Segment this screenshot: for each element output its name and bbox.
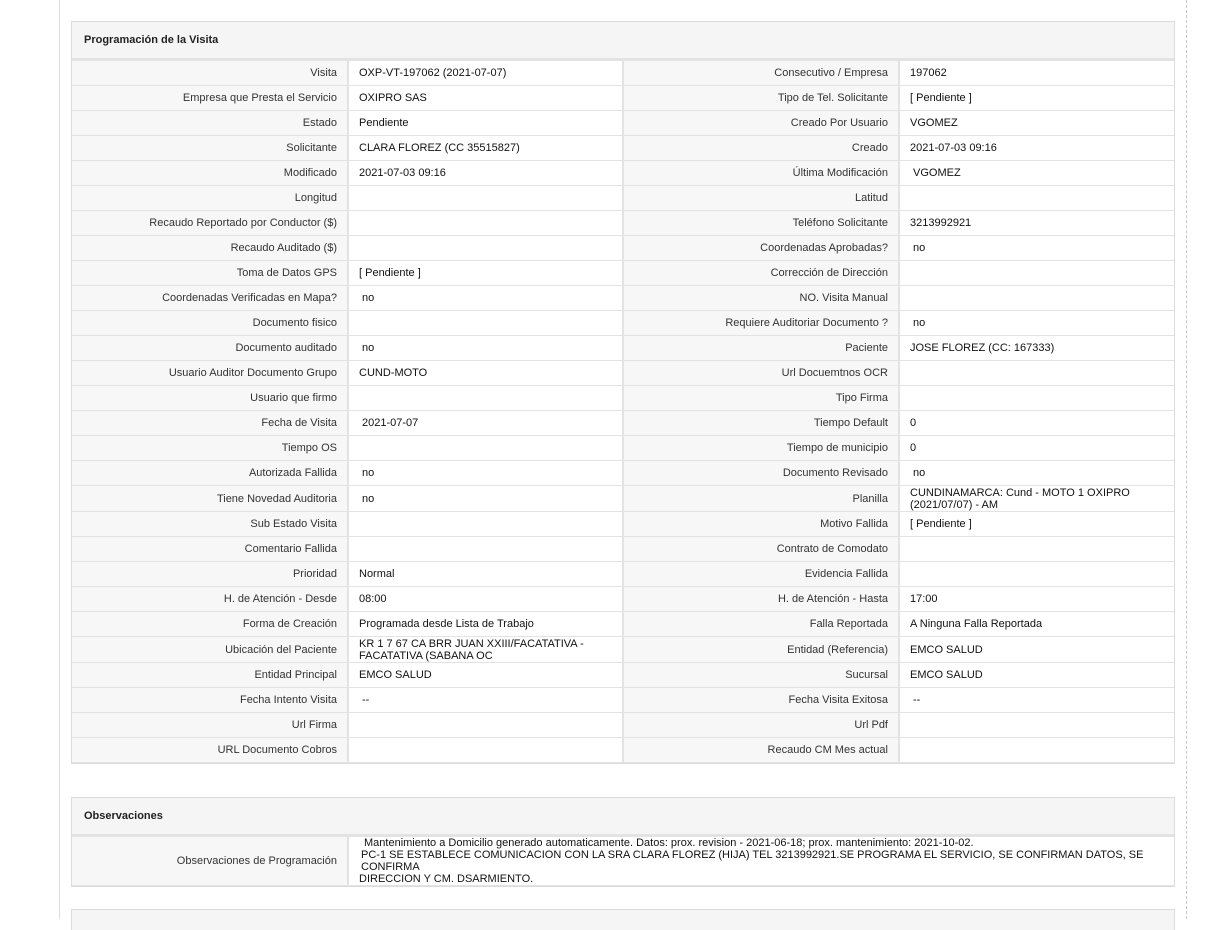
field-value[interactable]: [ Pendiente ]	[899, 512, 1174, 537]
field-value: 0	[899, 411, 1174, 436]
field-value: CLARA FLOREZ (CC 35515827)	[348, 136, 623, 161]
field-value	[899, 361, 1174, 386]
visit-schedule-panel	[71, 21, 1175, 764]
field-label: Url Firma	[72, 713, 348, 738]
table-row	[72, 261, 1174, 286]
field-label: Solicitante	[72, 136, 348, 161]
field-label: Modificado	[72, 161, 348, 186]
field-value: 197062	[899, 61, 1174, 86]
field-label: Teléfono Solicitante	[623, 211, 899, 236]
field-label: Tiempo Default	[623, 411, 899, 436]
field-value: --	[348, 688, 623, 713]
field-label: Fecha de Visita	[72, 411, 348, 436]
table-row	[72, 612, 1174, 637]
field-value: 2021-07-07	[348, 411, 623, 436]
planilla-line: CUNDINAMARCA: Cund - MOTO 1 OXIPRO	[910, 486, 1130, 499]
field-label: Evidencia Fallida	[623, 562, 899, 587]
field-label: Recaudo CM Mes actual	[623, 738, 899, 763]
field-label: Url Docuemtnos OCR	[623, 361, 899, 386]
field-label: Fecha Visita Exitosa	[623, 688, 899, 713]
table-row	[72, 236, 1174, 261]
field-value: Pendiente	[348, 111, 623, 136]
field-label: Contrato de Comodato	[623, 537, 899, 562]
field-label: Fecha Intento Visita	[72, 688, 348, 713]
field-value: 17:00	[899, 587, 1174, 612]
field-value: no	[348, 461, 623, 486]
field-value[interactable]: [ Pendiente ]	[348, 261, 623, 286]
field-value: no	[348, 336, 623, 361]
field-label: Requiere Auditoriar Documento ?	[623, 311, 899, 336]
field-value: 3213992921	[899, 211, 1174, 236]
field-value	[899, 261, 1174, 286]
table-row	[72, 837, 1174, 886]
field-value	[348, 211, 623, 236]
field-value	[348, 512, 623, 537]
field-value: 08:00	[348, 587, 623, 612]
field-label: Visita	[72, 61, 348, 86]
field-value: JOSE FLOREZ (CC: 167333)	[899, 336, 1174, 361]
field-label: Sub Estado Visita	[72, 512, 348, 537]
observation-line: Mantenimiento a Domicilio generado automaticamente. Datos: prox. revision - 2021-06-18; prox. mantenimiento: 2021-10-02.	[364, 837, 974, 849]
table-row	[72, 86, 1174, 111]
table-row	[72, 713, 1174, 738]
field-label: Paciente	[623, 336, 899, 361]
field-label: Planilla	[623, 486, 899, 512]
field-label: Coordenadas Verificadas en Mapa?	[72, 286, 348, 311]
field-label: Recaudo Reportado por Conductor ($)	[72, 211, 348, 236]
panel-title: Observaciones	[72, 798, 1174, 837]
planilla-value	[899, 486, 1174, 512]
field-value	[899, 386, 1174, 411]
field-value: no	[899, 236, 1174, 261]
field-value: --	[899, 688, 1174, 713]
field-label: Sucursal	[623, 663, 899, 688]
field-label: Recaudo Auditado ($)	[72, 236, 348, 261]
field-label: H. de Atención - Hasta	[623, 587, 899, 612]
visit-details-table	[72, 61, 1174, 763]
table-row	[72, 211, 1174, 236]
field-value: no	[348, 286, 623, 311]
table-row	[72, 386, 1174, 411]
field-label: Tiempo de municipio	[623, 436, 899, 461]
field-label: Creado	[623, 136, 899, 161]
field-label: Usuario Auditor Documento Grupo	[72, 361, 348, 386]
table-row	[72, 136, 1174, 161]
field-label: Latitud	[623, 186, 899, 211]
table-row	[72, 486, 1174, 512]
table-row	[72, 537, 1174, 562]
field-value: Programada desde Lista de Trabajo	[348, 612, 623, 637]
field-value	[348, 713, 623, 738]
field-label: Coordenadas Aprobadas?	[623, 236, 899, 261]
patient-location-value	[348, 637, 623, 663]
table-row	[72, 186, 1174, 211]
field-value: EMCO SALUD	[899, 663, 1174, 688]
field-label: Ubicación del Paciente	[72, 637, 348, 663]
field-value	[348, 236, 623, 261]
field-value: A Ninguna Falla Reportada	[899, 612, 1174, 637]
field-value: 2021-07-03 09:16	[348, 161, 623, 186]
observations-panel	[71, 797, 1175, 887]
table-row	[72, 111, 1174, 136]
field-label: Documento Revisado	[623, 461, 899, 486]
location-line: FACATATIVA (SABANA OC	[359, 649, 493, 662]
field-label: NO. Visita Manual	[623, 286, 899, 311]
next-panel-header	[71, 909, 1175, 930]
field-value	[348, 537, 623, 562]
field-label: Consecutivo / Empresa	[623, 61, 899, 86]
field-value: OXIPRO SAS	[348, 86, 623, 111]
field-value	[899, 713, 1174, 738]
table-row	[72, 512, 1174, 537]
field-label: Prioridad	[72, 562, 348, 587]
field-label: Documento auditado	[72, 336, 348, 361]
table-row	[72, 336, 1174, 361]
field-value	[899, 186, 1174, 211]
page-left-border	[59, 0, 60, 919]
field-label: Longitud	[72, 186, 348, 211]
field-label: Autorizada Fallida	[72, 461, 348, 486]
field-value	[899, 537, 1174, 562]
field-label: Estado	[72, 111, 348, 136]
observation-line: DIRECCION Y CM. DSARMIENTO.	[359, 873, 534, 885]
observations-text	[348, 837, 1174, 886]
field-label: Tipo de Tel. Solicitante	[623, 86, 899, 111]
field-label: Última Modificación	[623, 161, 899, 186]
table-row	[72, 587, 1174, 612]
field-value: OXP-VT-197062 (2021-07-07)	[348, 61, 623, 86]
field-value: no	[899, 461, 1174, 486]
page-right-dashed-border	[1186, 0, 1187, 919]
field-label: Entidad Principal	[72, 663, 348, 688]
field-value: no	[348, 486, 623, 512]
field-label: Motivo Fallida	[623, 512, 899, 537]
field-label: Tipo Firma	[623, 386, 899, 411]
field-value	[899, 738, 1174, 763]
field-value: EMCO SALUD	[899, 637, 1174, 663]
field-label: Falla Reportada	[623, 612, 899, 637]
field-value: 2021-07-03 09:16	[899, 136, 1174, 161]
field-label: URL Documento Cobros	[72, 738, 348, 763]
field-value	[348, 386, 623, 411]
field-value: 0	[899, 436, 1174, 461]
field-label: Comentario Fallida	[72, 537, 348, 562]
table-row	[72, 562, 1174, 587]
field-value	[348, 738, 623, 763]
field-value	[348, 186, 623, 211]
field-label: Forma de Creación	[72, 612, 348, 637]
field-value: VGOMEZ	[899, 161, 1174, 186]
location-line: KR 1 7 67 CA BRR JUAN XXIII/FACATATIVA -	[359, 637, 584, 650]
observations-table	[72, 837, 1174, 886]
table-row	[72, 61, 1174, 86]
table-row	[72, 738, 1174, 763]
field-label: H. de Atención - Desde	[72, 587, 348, 612]
table-row	[72, 411, 1174, 436]
planilla-line: (2021/07/07) - AM	[910, 498, 999, 511]
observation-line: PC-1 SE ESTABLECE COMUNICACION CON LA SRA CLARA FLOREZ (HIJA) TEL 3213992921.SE PROGRAMA EL SERVICIO, SE CONFIRMAN DATOS, SE CONFIRMA	[361, 849, 1144, 873]
field-label: Documento fisico	[72, 311, 348, 336]
field-value	[899, 286, 1174, 311]
field-value: no	[899, 311, 1174, 336]
field-value: Normal	[348, 562, 623, 587]
field-label: Entidad (Referencia)	[623, 637, 899, 663]
table-row	[72, 688, 1174, 713]
field-label: Tiempo OS	[72, 436, 348, 461]
field-value	[348, 311, 623, 336]
table-row	[72, 311, 1174, 336]
field-label: Tiene Novedad Auditoria	[72, 486, 348, 512]
field-value[interactable]: [ Pendiente ]	[899, 86, 1174, 111]
table-row	[72, 663, 1174, 688]
field-label: Corrección de Dirección	[623, 261, 899, 286]
table-row	[72, 361, 1174, 386]
field-label: Toma de Datos GPS	[72, 261, 348, 286]
field-value: EMCO SALUD	[348, 663, 623, 688]
field-value	[899, 562, 1174, 587]
field-value	[348, 436, 623, 461]
field-value: VGOMEZ	[899, 111, 1174, 136]
table-row	[72, 436, 1174, 461]
table-row	[72, 637, 1174, 663]
table-row	[72, 286, 1174, 311]
field-label: Empresa que Presta el Servicio	[72, 86, 348, 111]
field-value: CUND-MOTO	[348, 361, 623, 386]
panel-title: Programación de la Visita	[72, 22, 1174, 61]
field-label: Usuario que firmo	[72, 386, 348, 411]
table-row	[72, 461, 1174, 486]
field-label: Url Pdf	[623, 713, 899, 738]
field-label: Observaciones de Programación	[72, 837, 348, 886]
table-row	[72, 161, 1174, 186]
field-label: Creado Por Usuario	[623, 111, 899, 136]
